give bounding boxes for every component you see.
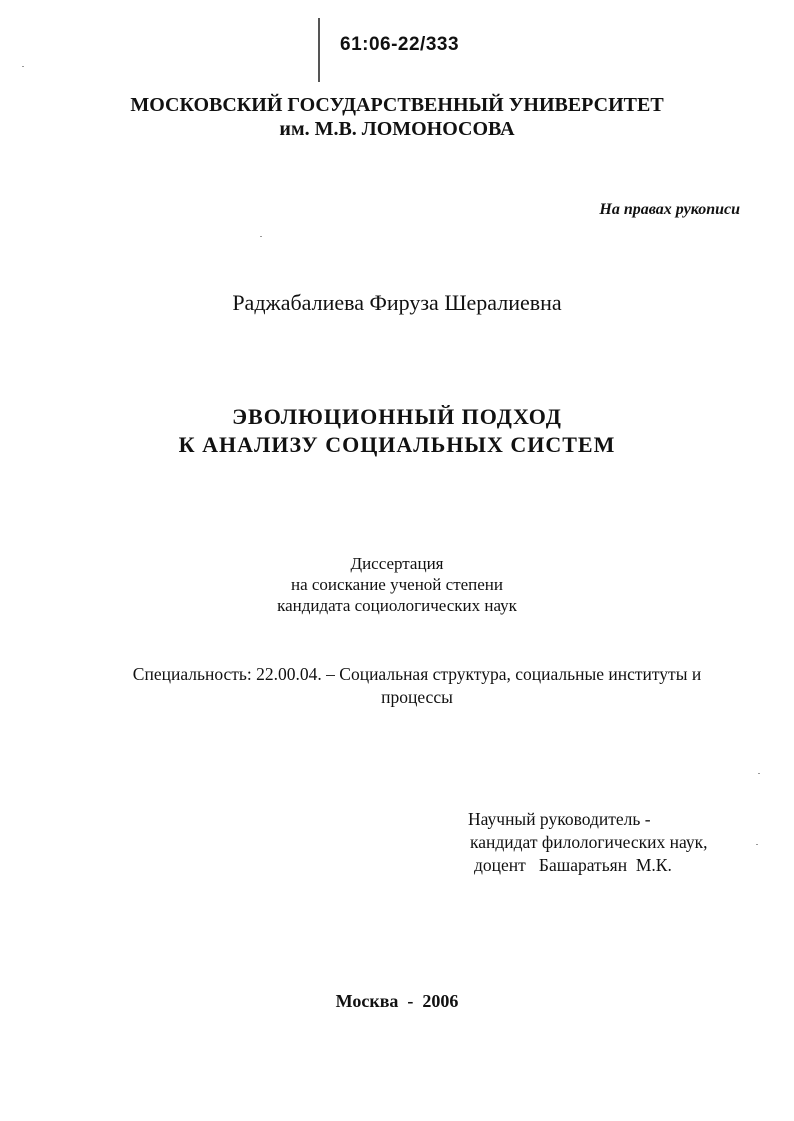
- stamp-bar: [318, 18, 320, 82]
- advisor-line-3: доцент Башаратьян М.К.: [474, 855, 672, 875]
- title-line-1: ЭВОЛЮЦИОННЫЙ ПОДХОД: [232, 404, 562, 429]
- library-code: 61:06-22/333: [340, 34, 460, 55]
- city-year: Москва - 2006: [335, 991, 459, 1011]
- scan-speck: [260, 236, 262, 237]
- dissertation-title: [0, 403, 794, 459]
- rights-note: На правах рукописи: [599, 201, 740, 218]
- advisor-line-1: Научный руководитель -: [468, 809, 651, 829]
- degree-line-3: кандидата социологических наук: [277, 596, 517, 615]
- author-name: Раджабалиева Фируза Шералиевна: [232, 290, 562, 315]
- degree-line-1: Диссертация: [350, 554, 444, 573]
- scan-speck: [22, 66, 24, 67]
- specialty: [100, 663, 734, 709]
- university-name: МОСКОВСКИЙ ГОСУДАРСТВЕННЫЙ УНИВЕРСИТЕТ: [130, 94, 664, 116]
- scan-speck: [758, 773, 760, 774]
- university-named-after: им. М.В. ЛОМОНОСОВА: [279, 118, 515, 140]
- advisor-line-2: кандидат филологических наук,: [470, 832, 708, 852]
- specialty-line-2: процессы: [381, 687, 453, 707]
- degree-line-2: на соискание ученой степени: [290, 575, 504, 594]
- title-line-2: К АНАЛИЗУ СОЦИАЛЬНЫХ СИСТЕМ: [178, 432, 616, 457]
- specialty-line-1: Специальность: 22.00.04. – Социальная структура, социальные институты и: [132, 664, 702, 684]
- scan-speck: [756, 844, 758, 845]
- scientific-advisor: [468, 808, 708, 877]
- degree-statement: [0, 553, 794, 616]
- university-block: [0, 93, 794, 141]
